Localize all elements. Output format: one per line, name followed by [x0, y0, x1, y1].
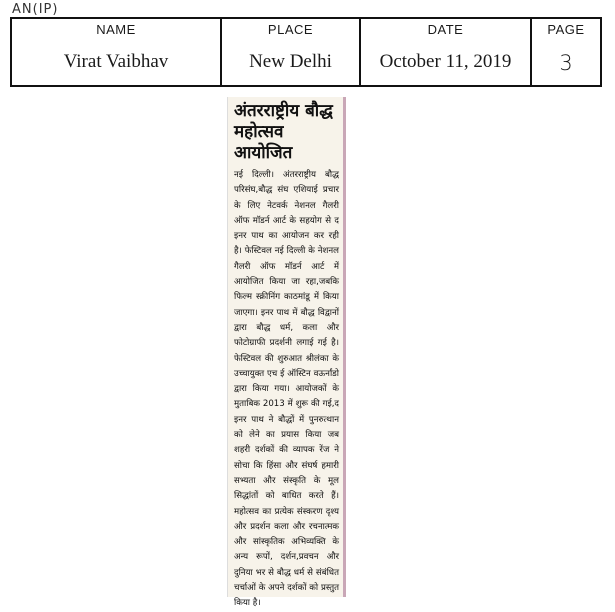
name-label: NAME [96, 22, 136, 37]
place-value: New Delhi [249, 51, 332, 72]
article-body: नई दिल्ली। अंतरराष्ट्रीय बौद्ध परिसंघ,बौद्ध संघ एशियाई प्रचार के लिए नेटवर्क नेशनल गैलरी ऑफ मॉडर्न आर्ट के सहयोग से द इनर पाथ का आयोजन कर रही है। फेस्टिवल नई दिल्ली के नेशनल गैलरी ऑफ मॉडर्न आर्ट में आयोजित किया जा रहा,जबकि फिल्म स्क्रीनिंग काठमांडू में किया जाएगा। इनर पाथ में बौद्ध विद्वानों द्वारा बौद्ध धर्म, कला और फोटोग्राफी प्रदर्शनी लगाई गई है। फेस्टिवल की शुरुआत श्रीलंका के उच्चायुक्त एच ई ऑस्टिन वऊर्नांडो द्वारा किया गया। आयोजकों के मुताबिक 2013 में शुरू की गई,द इनर पाथ ने बौद्धों में पुनरुत्थान को लेने का प्रयास किया जब शहरी दर्शकों की व्यापक रेंज ने सोचा कि हिंसा और संघर्ष हमारी सभ्यता और संस्कृति के मूल सिद्धांतों को बाधित करते हैं। महोत्सव का प्रत्येक संस्करण दृश्य और प्रदर्शन कला और रचनात्मक और सांस्कृतिक अभिव्यक्ति के अन्य रूपों, दर्शन,प्रवचन और दुनिया भर से बौद्ध धर्म से संबंधित चर्चाओं के अपने दर्शकों को प्रस्तुत किया है। [234, 170, 339, 609]
date-cell [361, 19, 532, 85]
page-label: PAGE [547, 22, 585, 37]
page-cell [532, 19, 600, 85]
clipping-header-table [10, 17, 602, 87]
name-value: Virat Vaibhav [63, 51, 169, 72]
date-label: DATE [427, 22, 464, 37]
date-value: October 11, 2019 [379, 51, 512, 72]
name-cell [12, 19, 222, 85]
place-cell [222, 19, 361, 85]
place-label: PLACE [267, 22, 314, 37]
page-value: 3 [559, 51, 573, 75]
article-headline: अंतरराष्ट्रीय बौद्ध महोत्सव आयोजित [234, 101, 333, 163]
handwritten-annotation: AN(IP) [12, 2, 59, 17]
newspaper-clipping [227, 97, 346, 609]
